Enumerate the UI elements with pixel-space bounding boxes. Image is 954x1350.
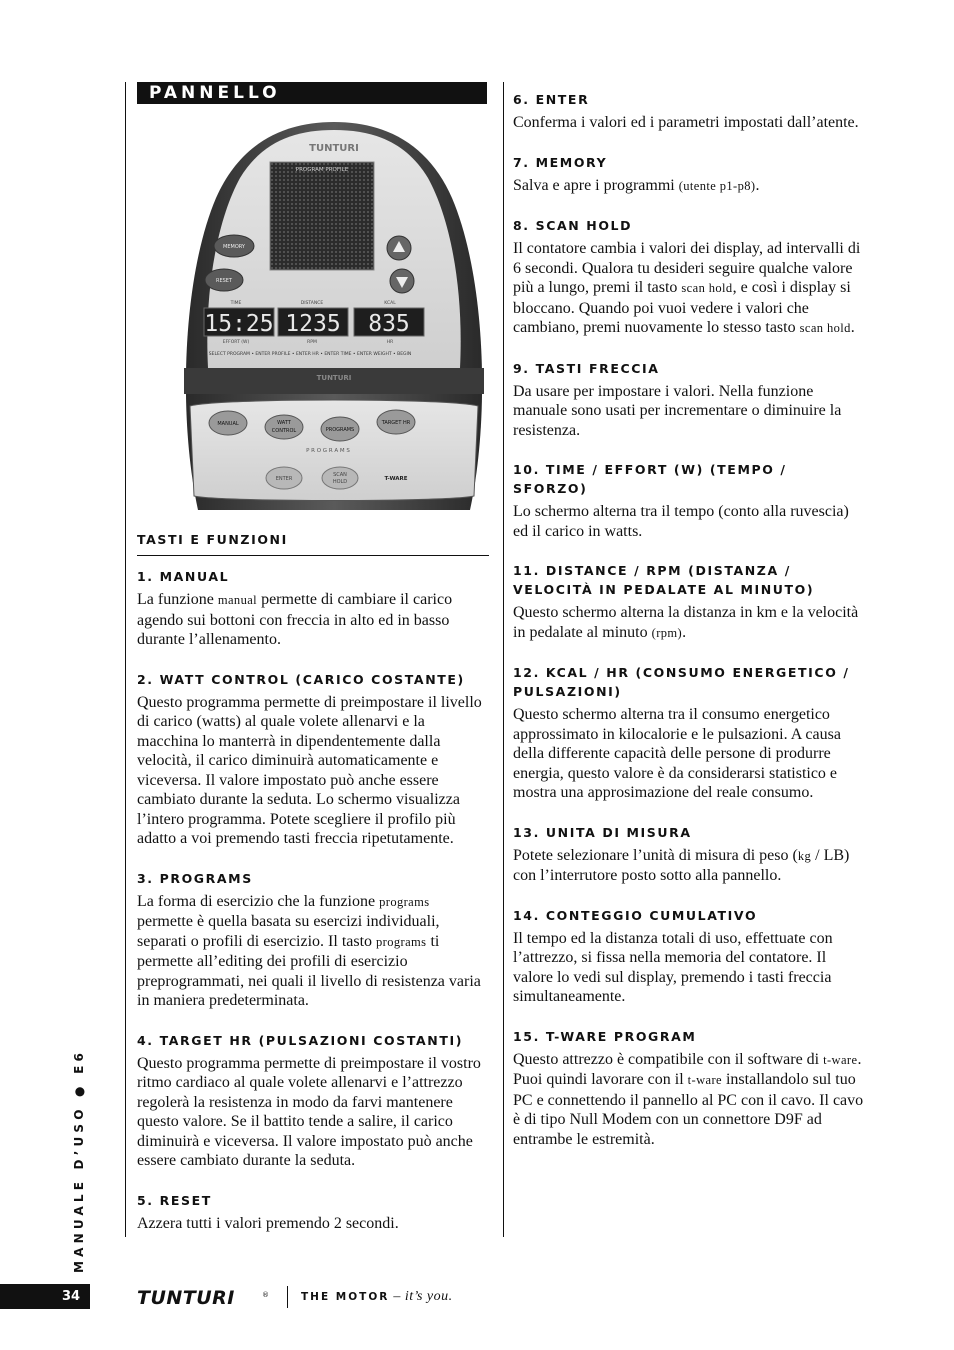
console-display-value-time: 15:25 (204, 311, 274, 337)
console-scan-button-label-1: SCAN (333, 472, 347, 478)
console-display-label-distance: DISTANCE (300, 301, 324, 306)
footer-separator (287, 1286, 288, 1308)
side-running-label: MANUALE D’USO ● E6 (72, 1048, 86, 1273)
console-programs-row: P R O G R A M S (306, 448, 350, 454)
console-display-sub-hr: HR (386, 340, 394, 345)
heading-time-effort: 10. TIME / EFFORT (W) (TEMPO / SFORZO) (513, 462, 787, 496)
paragraph-arrow-keys: Da usare per impostare i valori. Nella funzione manuale sono usati per incrementare o diminuire la resistenza. (513, 382, 842, 439)
left-column (137, 530, 489, 1253)
paragraph-cumulative: Il tempo ed la distanza totali di uso, effettuate con l’attrezzo, si fissa nella memoria del contatore. Il valore lo vedi sul display, premendo i tasti freccia simultaneamente. (513, 929, 833, 1005)
paragraph-scan-hold: Il contatore cambia i valori dei display, ad intervalli di 6 secondi. Qualora tu desideri seguire qualche valore più a lungo, premi il tasto scan hold, e così i display si bloccano. Quando poi vuoi vedere i valori che cambiano, premi nuovamente lo stesso tasto scan hold. (513, 240, 861, 336)
paragraph-tware: Questo attrezzo è compatibile con il software di t-ware. Puoi quindi lavorare con il t-ware installandolo sul tuo PC e connettendo il pannello al PC con il cavo. Il cavo è di tipo Null Modem con un connettore D9F ad entrambe le estremità. (513, 1050, 864, 1148)
section-title: PANNELLO (137, 82, 487, 104)
console-display-label-time: TIME (230, 301, 242, 306)
console-display-sub-effort: EFFORT (W) (222, 340, 250, 345)
heading-manual: 1. MANUAL (137, 569, 230, 584)
heading-arrow-keys: 9. TASTI FRECCIA (513, 360, 660, 376)
right-column (513, 90, 865, 1169)
svg-text:®: ® (262, 1291, 269, 1299)
console-enter-button-label: ENTER (275, 476, 293, 482)
heading-units: 13. UNITA DI MISURA (513, 824, 692, 840)
heading-memory: 7. MEMORY (513, 154, 608, 170)
console-watt-button-label-1: WATT (277, 420, 291, 426)
paragraph-target-hr: Questo programma permette di preimpostare il vostro ritmo cardiaco al quale volete allenarvi e l’attrezzo regolerà la resistenza in modo da farvi mantenere questo valore. Se il battito tende a salire, il carico diminuirà e viceversa. Il valore impostato può anche essere cambiato durante la seduta. (137, 1054, 481, 1169)
svg-text:TUNTURI: TUNTURI (137, 1287, 235, 1309)
left-margin-rule (125, 82, 126, 1237)
paragraph-programs: La forma di esercizio che la funzione programs permette è quella basata su esercizi individuali, separati o profili di esercizio. Il tasto programs ti permette all’editing dei profili di esercizio preprogrammati, nei quali il livello di resistenza varia in maniera predeterminata. (137, 892, 481, 1009)
paragraph-manual: La funzione manual permette di cambiare il carico agendo sui bottoni con freccia in alto ed in basso durante l’allenamento. (137, 591, 453, 648)
page-number: 34 (0, 1284, 90, 1309)
column-divider-rule (503, 82, 504, 1237)
console-watt-button-label-2: CONTROL (271, 428, 297, 434)
console-instructions: SELECT PROGRAM • ENTER PROFILE • ENTER HR • ENTER TIME • ENTER WEIGHT • BEGIN (208, 352, 412, 357)
heading-distance-rpm: 11. DISTANCE / RPM (DISTANZA / VELOCITÀ IN PEDALATE AL MINUTO) (513, 563, 815, 597)
paragraph-watt-control: Questo programma permette di preimpostare il livello di carico (watts) al quale volete allenarvi e la macchina lo manterrà in dipendentemente dalla velocità, il carico diminuirà automaticamente e viceversa. Il valore impostato può anche essere cambiato durante la seduta. Lo schermo visualizza l’intero programma. Potete scegliere il profilo più adatto a voi premendo tasti freccia ripetutamente. (137, 693, 482, 847)
heading-watt-control: 2. WATT CONTROL (CARICO COSTANTE) (137, 671, 465, 687)
console-panel-illustration (178, 118, 490, 513)
console-programs-button-label: PROGRAMS (325, 427, 355, 433)
paragraph-kcal-hr: Questo schermo alterna tra il consumo energetico approssimato in kilocalorie e le pulsazioni. A causa della differente capacità delle persone di produrre energia, questo valore è da considerarsi statistico e mostra una approsimazione del reale consumo. (513, 706, 841, 801)
heading-scan-hold: 8. SCAN HOLD (513, 218, 633, 233)
console-memory-button-label: MEMORY (223, 244, 245, 250)
paragraph-enter: Conferma i valori ed i parametri impostati dall’atente. (513, 114, 859, 131)
console-manual-button-label: MANUAL (217, 421, 239, 427)
heading-cumulative: 14. CONTEGGIO CUMULATIVO (513, 907, 758, 923)
console-display-sub-rpm: RPM (307, 340, 317, 345)
tunturi-logo (137, 1287, 277, 1309)
console-display-title: PROGRAM PROFILE (295, 167, 349, 173)
console-display-value-kcal: 835 (368, 311, 410, 337)
console-scan-button-label-2: HOLD (332, 479, 348, 485)
console-brand-mid: TUNTURI (316, 374, 352, 382)
heading-enter: 6. ENTER (513, 92, 590, 107)
console-display-value-distance: 1235 (285, 311, 341, 337)
heading-target-hr: 4. TARGET HR (PULSAZIONI COSTANTI) (137, 1032, 464, 1048)
paragraph-distance-rpm: Questo schermo alterna la distanza in km e la velocità in pedalate al minuto (rpm). (513, 604, 859, 641)
console-brand-top: TUNTURI (309, 143, 359, 154)
heading-kcal-hr: 12. KCAL / HR (CONSUMO ENERGETICO / PULSAZIONI) (513, 665, 850, 699)
console-target-button-label: TARGET HR (381, 420, 411, 426)
console-reset-button-label: RESET (215, 278, 233, 284)
console-display-label-kcal: KCAL (384, 301, 396, 306)
paragraph-time-effort: Lo schermo alterna tra il tempo (conto alla ruvescia) ed il carico in watts. (513, 503, 849, 540)
console-tware-label: T-WARE (384, 476, 408, 482)
heading-tware: 15. T-WARE PROGRAM (513, 1028, 697, 1044)
paragraph-reset: Azzera tutti i valori premendo 2 secondi. (137, 1214, 399, 1232)
functions-title: TASTI E FUNZIONI (137, 530, 489, 556)
heading-reset: 5. RESET (137, 1192, 212, 1208)
paragraph-memory: Salva e apre i programmi (utente p1-p8). (513, 176, 760, 194)
footer-tagline: THE MOTOR – it’s you. (301, 1289, 453, 1304)
heading-programs: 3. PROGRAMS (137, 870, 253, 886)
paragraph-units: Potete selezionare l’unità di misura di peso (kg / LB) con l’interrutore posto sotto alla pannello. (513, 846, 850, 884)
